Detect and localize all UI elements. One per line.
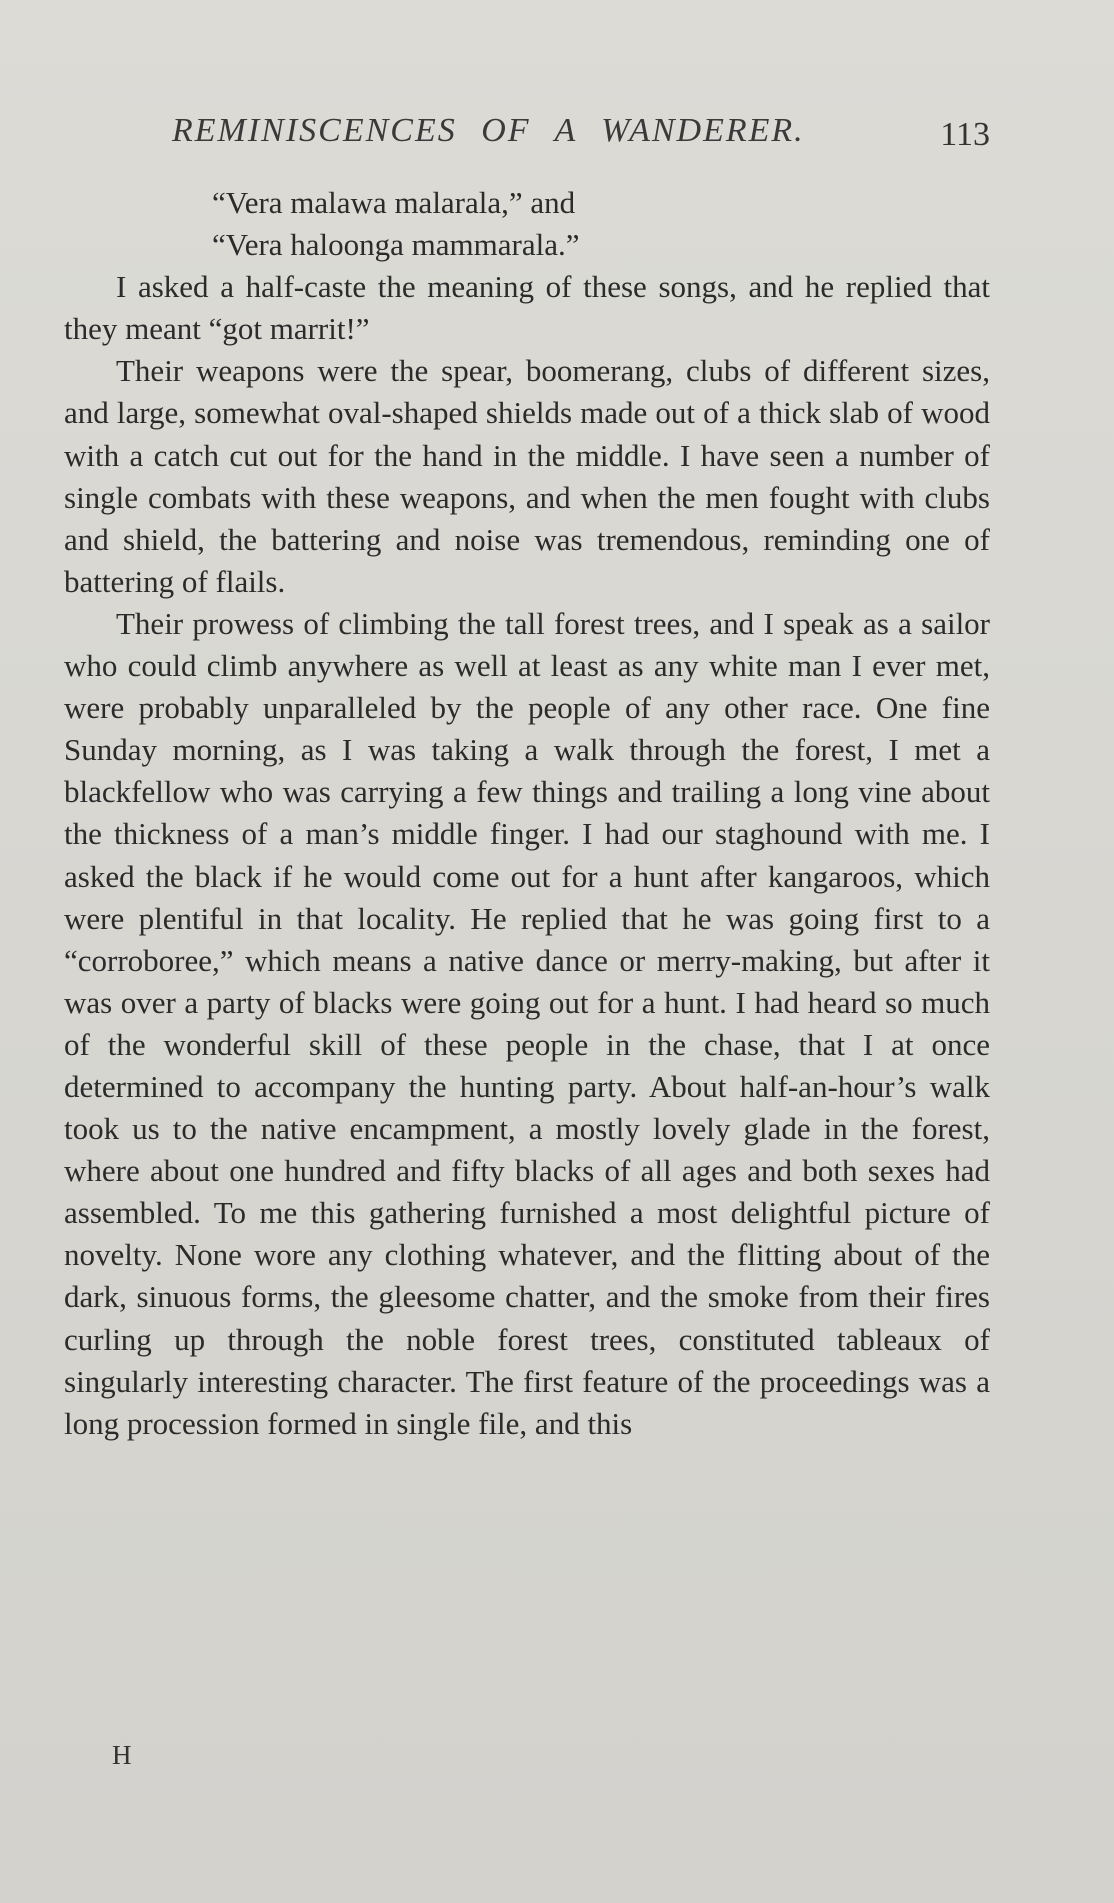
verse-line-2: “Vera haloonga mammarala.”: [212, 227, 580, 263]
page-number: 113: [940, 116, 990, 153]
running-head: [60, 112, 990, 162]
paragraph-1: I asked a half-caste the meaning of these songs, and he replied that they meant “got marrit!”: [64, 269, 990, 347]
signature-mark: H: [112, 1740, 132, 1770]
running-title: REMINISCENCES OF A WANDERER.: [172, 112, 805, 149]
paragraph-2: Their weapons were the spear, boomerang, clubs of different sizes, and large, somewhat oval-shaped shields made out of a thick slab of wood with a catch cut out for the hand in the middle. I have seen a number of single combats with these weapons, and when the men fought with clubs and shield, the battering and noise was tremendous, reminding one of battering of flails.: [64, 353, 990, 599]
body-text: [64, 182, 990, 1445]
paragraph-3: Their prowess of climbing the tall forest trees, and I speak as a sailor who could climb anywhere as well at least as any white man I ever met, were probably unparalleled by the people of any other race. One fine Sunday morning, as I was taking a walk through the forest, I met a blackfellow who was carrying a few things and trailing a long vine about the thickness of a man’s middle finger. I had our staghound with me. I asked the black if he would come out for a hunt after kangaroos, which were plentiful in that locality. He replied that he was going first to a “corroboree,” which means a native dance or merry-making, but after it was over a party of blacks were going out for a hunt. I had heard so much of the wonderful skill of these people in the chase, that I at once determined to accompany the hunting party. About half-an-hour’s walk took us to the native encampment, a mostly lovely glade in the forest, where about one hundred and fifty blacks of all ages and both sexes had assembled. To me this gathering furnished a most delightful picture of novelty. None wore any clothing whatever, and the flitting about of the dark, sinuous forms, the gleesome chatter, and the smoke from their fires curling up through the noble forest trees, constituted tableaux of singularly interesting character. The first feature of the proceedings was a long procession formed in single file, and this: [64, 605, 990, 1441]
verse-line-1: “Vera malawa malarala,” and: [212, 185, 576, 220]
